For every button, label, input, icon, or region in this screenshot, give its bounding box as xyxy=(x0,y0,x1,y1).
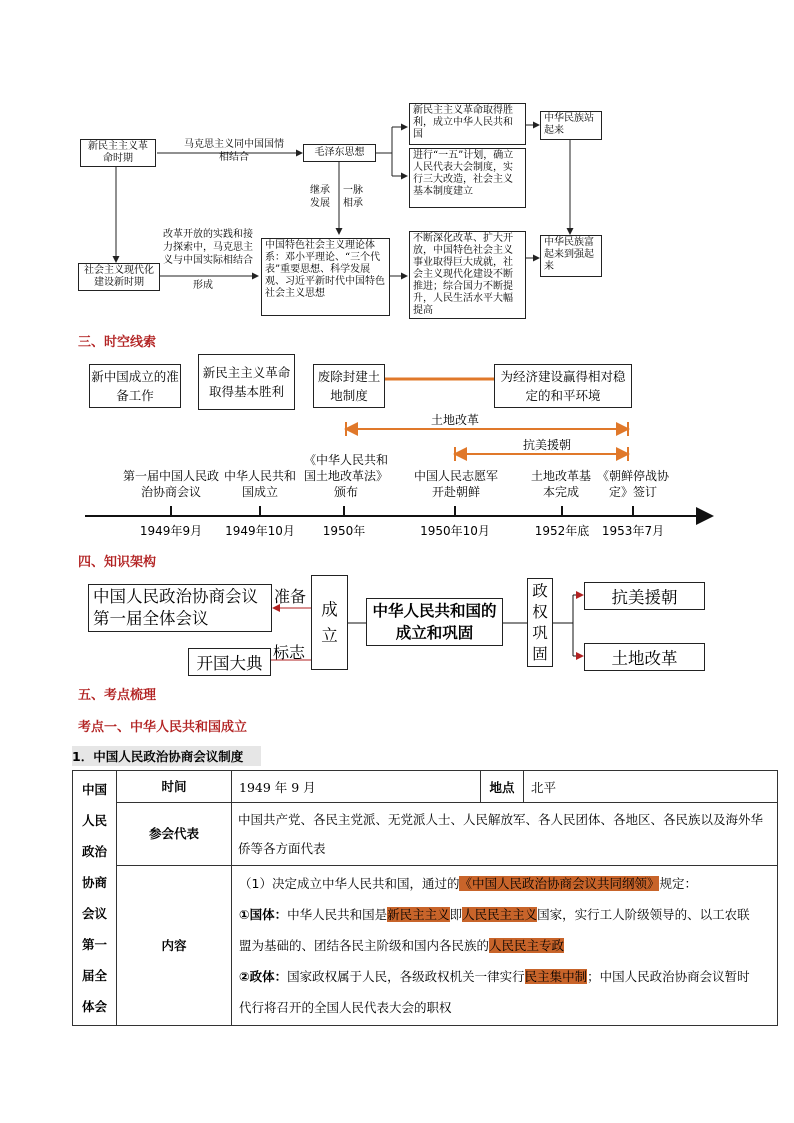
state-system-label: ①国体： xyxy=(239,907,288,922)
found-text: 成立 xyxy=(321,599,338,645)
event-label-4: 中国人民志愿军开赴朝鲜 xyxy=(413,469,498,499)
c4-b: 国家政权属于人民，各级政权机关一律实行 xyxy=(287,969,525,984)
event-date-6: 1953年7月 xyxy=(601,524,665,538)
nation1-box xyxy=(540,111,602,140)
inherit-left-label xyxy=(310,184,336,210)
nation2-text: 中华民族富起来到强起来 xyxy=(544,237,594,272)
new-democracy-highlight: 新民主主义 xyxy=(387,907,450,922)
peoples-democracy-highlight: 人民民主主义 xyxy=(462,907,538,922)
content-line-3 xyxy=(232,930,777,961)
democratic-centralism-highlight: 民主集中制 xyxy=(524,969,588,984)
section4-title: 四、知识架构 xyxy=(78,555,157,570)
inherit-right-label xyxy=(343,184,369,210)
cppcc-text: 中国人民政治协商会议第一届全体会议 xyxy=(93,587,258,628)
result3-box xyxy=(409,231,526,319)
side-label-0: 中国 xyxy=(81,782,107,797)
cppcc-table xyxy=(72,770,778,1026)
side-label-4: 会议 xyxy=(81,906,107,921)
mao-thought-text: 毛泽东思想 xyxy=(314,147,365,158)
prepare-label: 准备 xyxy=(274,587,307,606)
attend-value xyxy=(232,803,778,866)
c2-b: 中华人民共和国是 xyxy=(287,907,388,922)
socialist-theory-box xyxy=(261,238,390,316)
dictatorship-highlight: 人民民主专政 xyxy=(489,938,565,953)
section3-title: 三、时空线索 xyxy=(78,335,157,350)
time-value: 1949 年 9 月 xyxy=(232,771,481,803)
event-label-5: 土地改革基本完成 xyxy=(530,469,591,499)
inherit-right-text: 一脉相承 xyxy=(343,185,363,209)
attend-label xyxy=(117,803,232,866)
c5: 代行将召开的全国人民代表大会的职权 xyxy=(239,1000,452,1015)
period1-box xyxy=(80,139,156,167)
center-text: 中华人民共和国的成立和巩固 xyxy=(372,602,497,642)
result1-box xyxy=(409,103,526,145)
period1-text: 新民主主义革命时期 xyxy=(88,141,148,164)
sign-label: 标志 xyxy=(273,643,306,662)
arrow1-label xyxy=(180,138,288,164)
content-line-1 xyxy=(232,868,777,899)
result2-box xyxy=(409,148,526,208)
content-line-2 xyxy=(232,899,777,930)
socialist-theory-text: 中国特色社会主义理论体系：邓小平理论、“三个代表”重要思想、科学发展观、习近平新时代中国特色社会主义思想 xyxy=(265,240,385,299)
event-date-5: 1952年底 xyxy=(534,524,590,538)
mao-thought-box xyxy=(303,144,376,162)
timeline-box-1-text: 新中国成立的准备工作 xyxy=(91,369,179,403)
c2-d: 国家，实行工人阶级领导的、以工农联 xyxy=(537,907,750,922)
korea-text: 抗美援朝 xyxy=(611,588,678,607)
c1-a: （1）决定成立中华人民共和国，通过的 xyxy=(239,876,460,891)
period2-box xyxy=(78,263,160,291)
point1-title: 考点一、中华人民共和国成立 xyxy=(78,720,248,735)
event-label-6: 《朝鲜停战协定》签订 xyxy=(596,469,669,499)
event-date-2: 1949年10月 xyxy=(225,524,295,538)
timeline-box-2 xyxy=(198,354,295,410)
arrow1-label-text: 马克思主义同中国国情相结合 xyxy=(184,139,284,163)
period2-text: 社会主义现代化建设新时期 xyxy=(84,265,154,288)
c2-c: 即 xyxy=(449,907,463,922)
side-label-7: 体会 xyxy=(81,999,107,1014)
sub1-title xyxy=(72,746,261,766)
land-box xyxy=(584,643,705,671)
content-label: 内容 xyxy=(117,866,232,1026)
event-date-3: 1950年 xyxy=(322,524,366,538)
formed-text: 形成 xyxy=(193,280,213,291)
c1-b: 规定： xyxy=(659,876,697,891)
attend-value-text: 中国共产党、各民主党派、无党派人士、人民解放军、各人民团体、各地区、各民族以及海外华侨等各方面代表 xyxy=(238,812,764,856)
event-label-3: 《中华人民共和国土地改革法》颁布 xyxy=(303,453,388,499)
event-label-1: 第一届中国人民政治协商会议 xyxy=(122,469,219,499)
table-side-label xyxy=(73,771,117,1026)
content-line-5 xyxy=(232,992,777,1023)
range-korea-label: 抗美援朝 xyxy=(522,438,571,452)
consolidate-text: 政权巩固 xyxy=(532,581,548,663)
place-label: 地点 xyxy=(481,771,524,803)
place-value: 北平 xyxy=(524,771,778,803)
government-system-label: ②政体： xyxy=(239,969,288,984)
result1-text: 新民主主义革命取得胜利，成立中华人民共和国 xyxy=(413,105,513,140)
consolidate-box xyxy=(527,578,553,667)
range-land-label: 土地改革 xyxy=(430,413,479,427)
ceremony-text: 开国大典 xyxy=(196,654,263,673)
side-label-1: 人民 xyxy=(81,813,107,828)
korea-box xyxy=(584,582,705,610)
ceremony-box xyxy=(188,648,271,676)
common-program-highlight: 《中国人民政治协商会议共同纲领》 xyxy=(459,876,660,891)
nation1-text: 中华民族站起来 xyxy=(544,113,594,136)
timeline-box-1 xyxy=(89,364,181,408)
sub1-title-text: 1．中国人民政治协商会议制度 xyxy=(72,749,244,764)
reform-label xyxy=(163,228,253,267)
result3-text: 不断深化改革、扩大开放，中国特色社会主义事业取得巨大成就，社会主义现代化建设不断推进；综合国力不断提升，人民生活水平大幅提高 xyxy=(413,233,513,316)
nation2-box xyxy=(540,235,602,277)
event-label-2: 中华人民共和国成立 xyxy=(223,469,296,499)
timeline-box-3 xyxy=(313,364,385,408)
center-box xyxy=(366,598,503,646)
content-value xyxy=(232,866,778,1026)
timeline-box-4 xyxy=(494,364,632,408)
land-text: 土地改革 xyxy=(611,649,678,668)
formed-label xyxy=(193,279,213,292)
attend-label-text: 参会代表 xyxy=(148,826,199,841)
side-label-5: 第一 xyxy=(81,937,107,952)
side-label-2: 政治 xyxy=(81,844,107,859)
side-label-6: 届全 xyxy=(81,968,107,983)
reform-label-text: 改革开放的实践和接力探索中，马克思主义与中国实际相结合 xyxy=(163,229,253,266)
cppcc-box xyxy=(88,584,272,632)
time-label: 时间 xyxy=(117,771,232,803)
section5-title: 五、考点梳理 xyxy=(78,688,157,703)
found-box xyxy=(311,575,348,670)
side-label-3: 协商 xyxy=(81,875,107,890)
c4-c: ；中国人民政治协商会议暂时 xyxy=(587,969,750,984)
timeline-box-2-text: 新民主主义革命取得基本胜利 xyxy=(202,365,291,399)
result2-text: 进行“一五”计划，确立人民代表大会制度，实行三大改造，社会主义基本制度建立 xyxy=(413,150,514,197)
event-date-1: 1949年9月 xyxy=(139,524,203,538)
timeline-box-4-text: 为经济建设赢得相对稳定的和平环境 xyxy=(500,369,626,403)
timeline-box-3-text: 废除封建土地制度 xyxy=(317,369,381,403)
content-line-4 xyxy=(232,961,777,992)
c3-a: 盟为基础的、团结各民主阶级和国内各民族的 xyxy=(239,938,490,953)
event-date-4: 1950年10月 xyxy=(420,524,490,538)
inherit-left-text: 继承发展 xyxy=(310,185,330,209)
